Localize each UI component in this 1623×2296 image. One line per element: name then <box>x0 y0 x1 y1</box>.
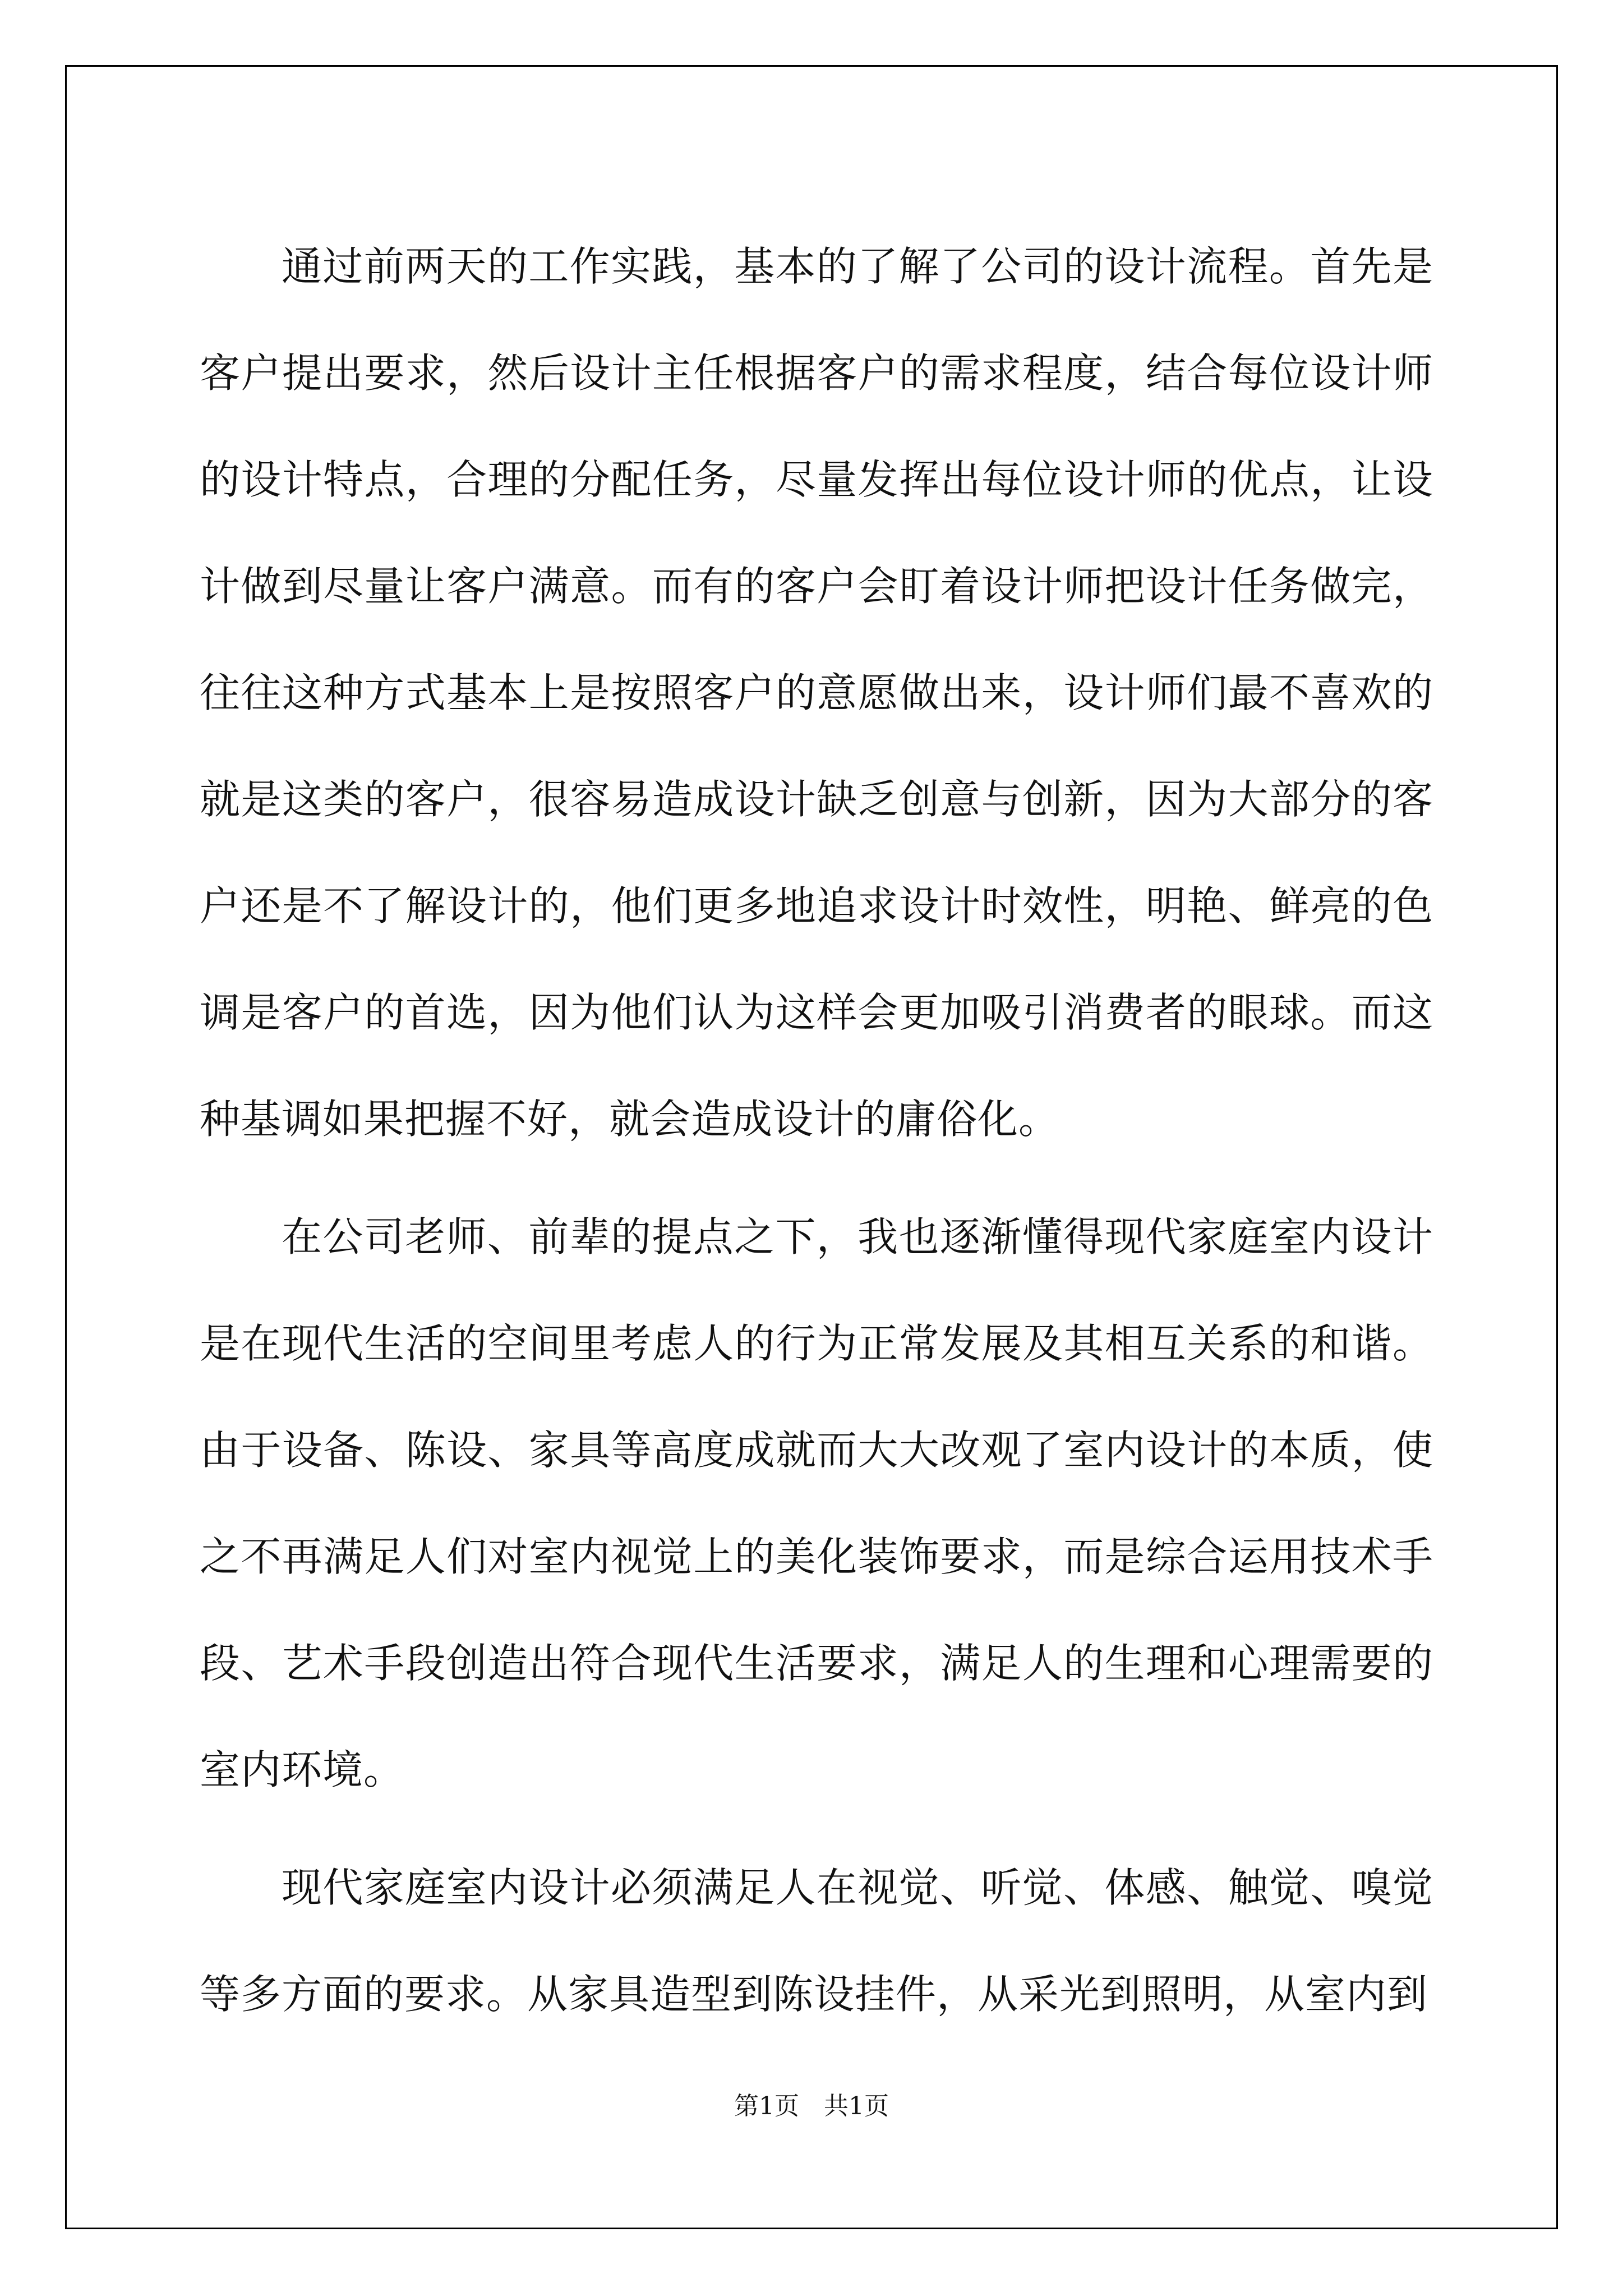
paragraph-1: 通过前两天的工作实践，基本的了解了公司的设计流程。首先是客户提出要求，然后设计主任根据客户的需求程度，结合每位设计师的设计特点，合理的分配任务，尽量发挥出每位设计师的优点，让设计做到尽量让客户满意。而有的客户会盯着设计师把设计任务做完，往往这种方式基本上是按照客户的意愿做出来，设计师们最不喜欢的就是这类的客户，很容易造成设计缺乏创意与创新，因为大部分的客户还是不了解设计的，他们更多地追求设计时效性，明艳、鲜亮的色调是客户的首选，因为他们认为这样会更加吸引消费者的眼球。而这种基调如果把握不好，就会造成设计的庸俗化。 <box>200 243 1433 1143</box>
page-footer: 第1页 共1页 <box>734 2092 889 2120</box>
paragraph-2: 在公司老师、前辈的提点之下，我也逐渐懂得现代家庭室内设计是在现代生活的空间里考虑人的行为正常发展及其相互关系的和谐。由于设备、陈设、家具等高度成就而大大改观了室内设计的本质，使之不再满足人们对室内视觉上的美化装饰要求，而是综合运用技术手段、艺术手段创造出符合现代生活要求，满足人的生理和心理需要的室内环境。 <box>200 1213 1433 1793</box>
document-body <box>200 213 1433 2047</box>
paragraph-3: 现代家庭室内设计必须满足人在视觉、听觉、体感、触觉、嗅觉等多方面的要求。从家具造型到陈设挂件，从采光到照明，从室内到 <box>200 1864 1433 2018</box>
